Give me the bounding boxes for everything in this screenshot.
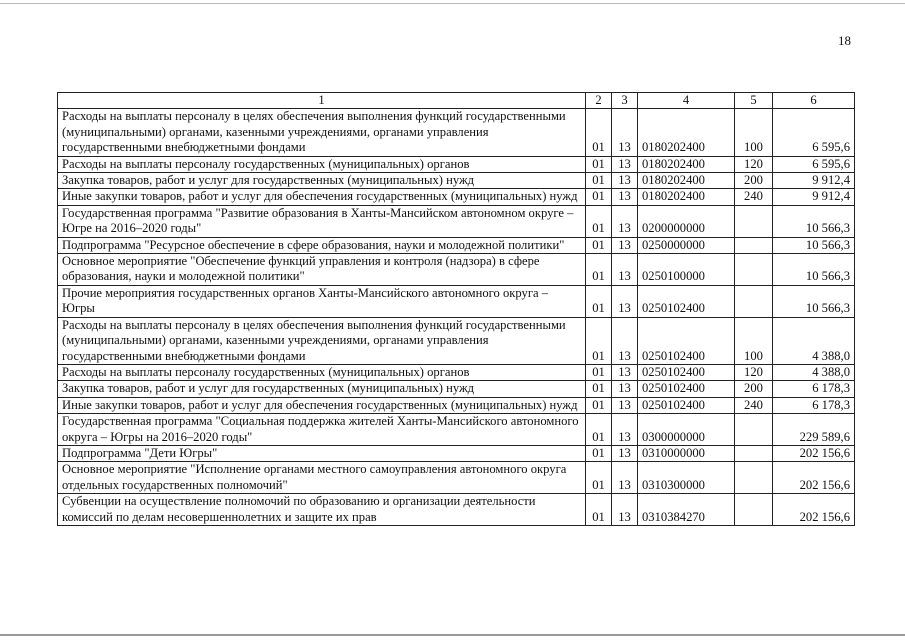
- table-row: [58, 189, 855, 205]
- expense-name-cell: Закупка товаров, работ и услуг для государственных (муниципальных) нужд: [58, 381, 586, 397]
- budget-table: [57, 92, 855, 526]
- expense-type-cell: [735, 462, 773, 494]
- expense-name-cell: Расходы на выплаты персоналу в целях обеспечения выполнения функций государственными (муниципальными) органами, казенными учреждениями, органами управления государственными внебюджетными фондами: [58, 109, 586, 156]
- subsection-code-cell: 13: [612, 173, 638, 189]
- expense-name-cell: Расходы на выплаты персоналу в целях обеспечения выполнения функций государственными (муниципальными) органами, казенными учреждениями, органами управления государственными внебюджетными фондами: [58, 317, 586, 364]
- amount-cell: 4 388,0: [773, 317, 855, 364]
- expense-type-cell: 200: [735, 173, 773, 189]
- target-article-cell: 0300000000: [638, 414, 735, 446]
- subsection-code-cell: 13: [612, 364, 638, 380]
- amount-cell: 202 156,6: [773, 494, 855, 526]
- target-article-cell: 0250102400: [638, 317, 735, 364]
- column-header: 2: [586, 93, 612, 109]
- expense-type-cell: 120: [735, 364, 773, 380]
- amount-cell: 202 156,6: [773, 445, 855, 461]
- expense-type-cell: 100: [735, 109, 773, 156]
- page-number: 18: [838, 33, 851, 48]
- amount-cell: 4 388,0: [773, 364, 855, 380]
- expense-name-cell: Расходы на выплаты персоналу государственных (муниципальных) органов: [58, 156, 586, 172]
- section-code-cell: 01: [586, 494, 612, 526]
- table-header-row: [58, 93, 855, 109]
- expense-type-cell: 240: [735, 397, 773, 413]
- table-row: [58, 397, 855, 413]
- expense-type-cell: [735, 285, 773, 317]
- expense-type-cell: [735, 237, 773, 253]
- expense-name-cell: Подпрограмма "Ресурсное обеспечение в сфере образования, науки и молодежной политики": [58, 237, 586, 253]
- expense-type-cell: [735, 494, 773, 526]
- target-article-cell: 0310300000: [638, 462, 735, 494]
- expense-type-cell: 100: [735, 317, 773, 364]
- target-article-cell: 0250000000: [638, 237, 735, 253]
- table-row: [58, 494, 855, 526]
- target-article-cell: 0250102400: [638, 397, 735, 413]
- target-article-cell: 0250102400: [638, 285, 735, 317]
- amount-cell: 229 589,6: [773, 414, 855, 446]
- table-row: [58, 285, 855, 317]
- expense-name-cell: Государственная программа "Социальная поддержка жителей Ханты-Мансийского автономного округа – Югры на 2016–2020 годы": [58, 414, 586, 446]
- amount-cell: 9 912,4: [773, 173, 855, 189]
- table-row: [58, 381, 855, 397]
- expense-name-cell: Прочие мероприятия государственных органов Ханты-Мансийского автономного округа – Югры: [58, 285, 586, 317]
- section-code-cell: 01: [586, 381, 612, 397]
- section-code-cell: 01: [586, 189, 612, 205]
- subsection-code-cell: 13: [612, 494, 638, 526]
- table-row: [58, 445, 855, 461]
- expense-name-cell: Государственная программа "Развитие образования в Ханты-Мансийском автономном округе – Югре на 2016–2020 годы": [58, 205, 586, 237]
- scan-top-edge: [0, 3, 905, 4]
- table-row: [58, 156, 855, 172]
- subsection-code-cell: 13: [612, 462, 638, 494]
- subsection-code-cell: 13: [612, 237, 638, 253]
- expense-type-cell: [735, 254, 773, 286]
- expense-name-cell: Субвенции на осуществление полномочий по образованию и организации деятельности комиссий по делам несовершеннолетних и защите их прав: [58, 494, 586, 526]
- target-article-cell: 0180202400: [638, 189, 735, 205]
- amount-cell: 202 156,6: [773, 462, 855, 494]
- target-article-cell: 0200000000: [638, 205, 735, 237]
- table-row: [58, 317, 855, 364]
- amount-cell: 6 178,3: [773, 397, 855, 413]
- column-header: 1: [58, 93, 586, 109]
- section-code-cell: 01: [586, 414, 612, 446]
- subsection-code-cell: 13: [612, 381, 638, 397]
- target-article-cell: 0250100000: [638, 254, 735, 286]
- column-header: 5: [735, 93, 773, 109]
- section-code-cell: 01: [586, 254, 612, 286]
- table-row: [58, 414, 855, 446]
- subsection-code-cell: 13: [612, 156, 638, 172]
- subsection-code-cell: 13: [612, 317, 638, 364]
- amount-cell: 10 566,3: [773, 205, 855, 237]
- table-row: [58, 254, 855, 286]
- subsection-code-cell: 13: [612, 205, 638, 237]
- amount-cell: 6 178,3: [773, 381, 855, 397]
- section-code-cell: 01: [586, 445, 612, 461]
- table-row: [58, 462, 855, 494]
- target-article-cell: 0180202400: [638, 173, 735, 189]
- expense-type-cell: 200: [735, 381, 773, 397]
- expense-name-cell: Подпрограмма "Дети Югры": [58, 445, 586, 461]
- section-code-cell: 01: [586, 156, 612, 172]
- expense-name-cell: Иные закупки товаров, работ и услуг для обеспечения государственных (муниципальных) нужд: [58, 397, 586, 413]
- expense-type-cell: [735, 445, 773, 461]
- table-row: [58, 364, 855, 380]
- subsection-code-cell: 13: [612, 445, 638, 461]
- expense-name-cell: Основное мероприятие "Исполнение органами местного самоуправления автономного округа отдельных государственных полномочий": [58, 462, 586, 494]
- subsection-code-cell: 13: [612, 254, 638, 286]
- amount-cell: 6 595,6: [773, 109, 855, 156]
- subsection-code-cell: 13: [612, 285, 638, 317]
- amount-cell: 10 566,3: [773, 285, 855, 317]
- section-code-cell: 01: [586, 462, 612, 494]
- expense-name-cell: Иные закупки товаров, работ и услуг для обеспечения государственных (муниципальных) нужд: [58, 189, 586, 205]
- section-code-cell: 01: [586, 285, 612, 317]
- target-article-cell: 0310384270: [638, 494, 735, 526]
- expense-type-cell: [735, 414, 773, 446]
- target-article-cell: 0250102400: [638, 381, 735, 397]
- section-code-cell: 01: [586, 109, 612, 156]
- amount-cell: 6 595,6: [773, 156, 855, 172]
- amount-cell: 10 566,3: [773, 254, 855, 286]
- table-row: [58, 173, 855, 189]
- expense-type-cell: 240: [735, 189, 773, 205]
- expense-type-cell: 120: [735, 156, 773, 172]
- expense-name-cell: Расходы на выплаты персоналу государственных (муниципальных) органов: [58, 364, 586, 380]
- table-row: [58, 109, 855, 156]
- column-header: 3: [612, 93, 638, 109]
- target-article-cell: 0180202400: [638, 156, 735, 172]
- target-article-cell: 0180202400: [638, 109, 735, 156]
- subsection-code-cell: 13: [612, 414, 638, 446]
- target-article-cell: 0250102400: [638, 364, 735, 380]
- table-row: [58, 237, 855, 253]
- section-code-cell: 01: [586, 205, 612, 237]
- expense-name-cell: Основное мероприятие "Обеспечение функций управления и контроля (надзора) в сфере образования, науки и молодежной политики": [58, 254, 586, 286]
- table-row: [58, 205, 855, 237]
- column-header: 6: [773, 93, 855, 109]
- expense-type-cell: [735, 205, 773, 237]
- subsection-code-cell: 13: [612, 109, 638, 156]
- target-article-cell: 0310000000: [638, 445, 735, 461]
- amount-cell: 9 912,4: [773, 189, 855, 205]
- column-header: 4: [638, 93, 735, 109]
- section-code-cell: 01: [586, 237, 612, 253]
- amount-cell: 10 566,3: [773, 237, 855, 253]
- section-code-cell: 01: [586, 173, 612, 189]
- subsection-code-cell: 13: [612, 189, 638, 205]
- section-code-cell: 01: [586, 364, 612, 380]
- expense-name-cell: Закупка товаров, работ и услуг для государственных (муниципальных) нужд: [58, 173, 586, 189]
- section-code-cell: 01: [586, 397, 612, 413]
- scan-bottom-edge: [0, 634, 905, 636]
- section-code-cell: 01: [586, 317, 612, 364]
- budget-table-body: [58, 93, 855, 526]
- subsection-code-cell: 13: [612, 397, 638, 413]
